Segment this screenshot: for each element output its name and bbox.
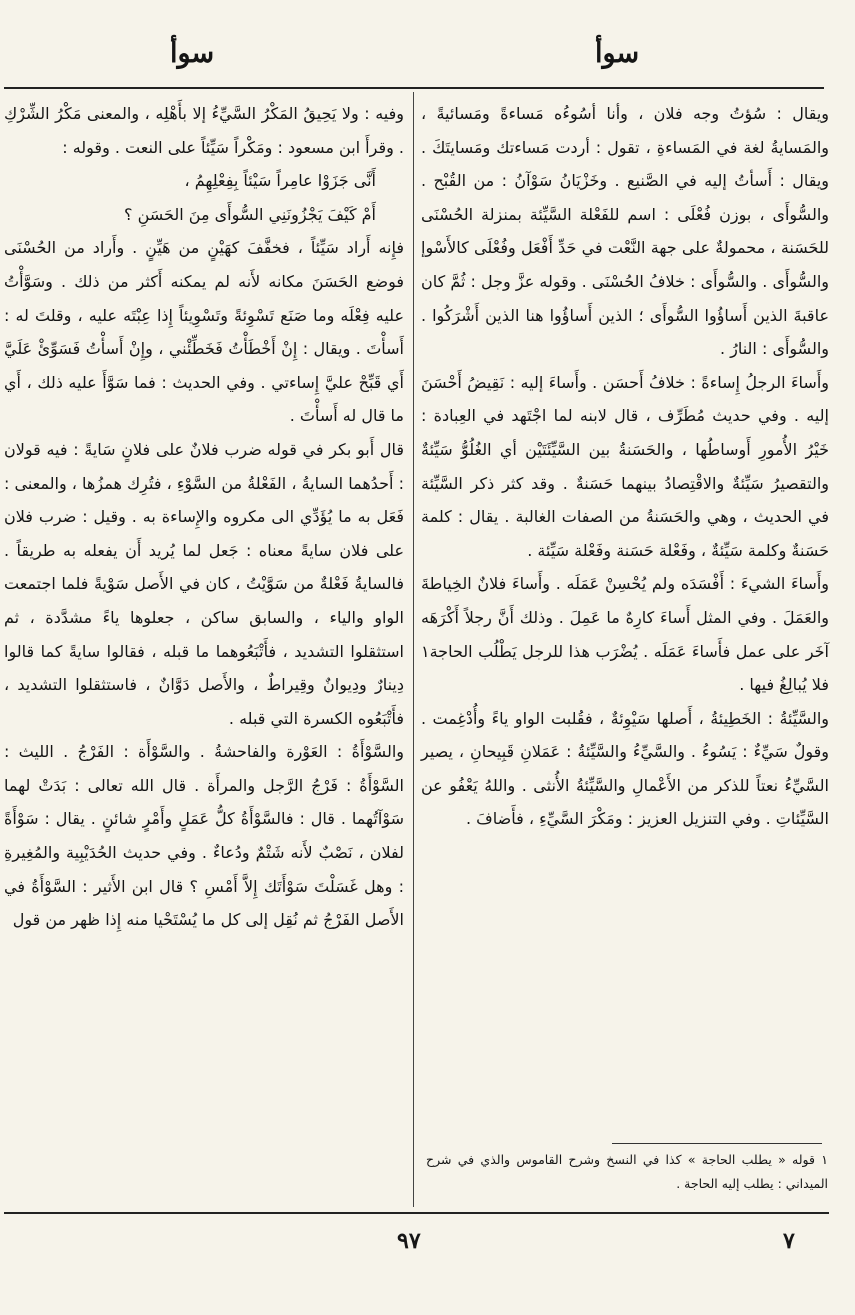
bottom-rule [4, 1212, 829, 1214]
top-rule [4, 87, 824, 89]
right-column [421, 97, 829, 836]
left-paragraph-2: فإِنه أَراد سَيِّئاً ، فخفَّفَ كهَيْنٍ من هَيِّنٍ . وأَراد من الحُسْنَى فوضع الحَسَنَ مكانه لأَنه لم يمكنه أَكثر من ذلك . وسَوَّأْتُ عليه فِعْلَه وما صَنَع تَسْوِئةً وتَسْوِيئاً إِذا عِبْتَه عليه ، وقلتَ له : أَسأْتَ . ويقال : إِنْ أَخْطَأْتُ فَخَطِّئْني ، وإِنْ أَسأْتُ فَسَوِّئْ عَلَيَّ أَي قَبِّحْ عليَّ إِساءتي . وفي الحديث : فما سَوَّأَ عليه ذلك ، أَي ما قال له أَسأْتَ . [4, 238, 404, 426]
right-paragraph-3: وأَساءَ الشيءَ : أَفْسَدَه ولم يُحْسِنْ عَمَلَه . وأَساءَ فلانٌ الخِياطةَ والعَمَلَ . وفي المثل أَساءَ كارِهٌ ما عَمِلَ . وذلك أَنَّ رجلاً أَكْرَهَه آخَر على عمل فأَساءَ عَمَلَه . يُضْرَب هذا للرجل يَطْلُب الحاجة١ فلا يُبالِغُ فيها . [421, 574, 829, 695]
header-word-right: سوأ [595, 38, 640, 69]
page-number-center: ٩٧ [397, 1228, 421, 1254]
header-word-left: سوأ [170, 38, 215, 69]
right-paragraph-4: والسَّيِّئةُ : الخَطِيئةُ ، أَصلها سَيْوِئةٌ ، فقُلبت الواو ياءً وأُدْغِمت . وقولٌ سَيِّءٌ : يَسُوءُ . والسَّيِّءُ والسَّيِّئةُ : عَمَلانِ قَبِيحانِ ، يصير السَّيِّءُ نعتاً للذكر من الأَعْمالِ والسَّيِّئةُ الأُنثى . واللهُ يَعْفُو عن السَّيِّئاتِ . وفي التنزيل العزيز : ومَكْرَ السَّيِّءِ ، فأَضافَ . [421, 708, 829, 829]
footnote-rule [612, 1143, 822, 1144]
right-paragraph-2: وأَساءَ الرجلُ إِساءةً : خلافُ أَحسَن . وأَساءَ إليه : نَقِيضُ أَحْسَنَ إليه . وفي حديث مُطَرِّف ، قال لابنه لما اجْتَهد في العِبادة : خَيْرُ الأُمورِ أَوساطُها ، والحَسَنةُ بين السَّيِّئَتَيْن أي الغُلُوُّ سَيِّئةٌ والتقصيرُ سَيِّئةٌ والاقْتِصادُ بينهما حَسَنةٌ . وقد كثر ذكر السَّيِّئة في الحديث ، وهي والحَسَنةُ من الصفات الغالبة . يقال : كلمة حَسَنةٌ وكلمة سَيِّئةٌ ، وفَعْلة حَسَنة وفَعْلة سَيِّئة . [421, 372, 829, 560]
left-paragraph-1: وفيه : ولا يَحِيقُ المَكْرُ السَّيِّءُ إلا بأَهْلِه ، والمعنى مَكْرُ الشِّرْكِ . وقرأَ ابن مسعود : ومَكْراً سَيِّئاً على النعت . وقوله : [4, 104, 404, 157]
verse-line-2: أَمْ كَيْفَ يَجْزُونَنِي السُّوأَى مِنَ الحَسَنِ ؟ [124, 204, 376, 224]
left-column [4, 97, 404, 937]
verse-line-1: أَنَّى جَزَوْا عامِراً سَيْئاً بِفِعْلِهِمُ ، [184, 171, 376, 191]
column-divider [413, 92, 414, 1207]
left-paragraph-3: قال أَبو بكر في قوله ضرب فلانٌ على فلانٍ سَايةً : فيه قولان : أَحدُهما السايةُ ، الفَعْلةُ من السَّوْءِ ، فتُرِك همزُها ، والمعنى : فَعَل به ما يُؤَدِّي الى مكروه والإِساءة به . وقيل : ضرب فلان على فلان سايةً معناه : جَعل لما يُريد أَن يفعله به طريقاً . فالسايةُ فَعْلةٌ من سَوَّيْتُ ، كان في الأَصل سَوْيةً فلما اجتمعت الواو والياء ، والسابق ساكن ، جعلوها ياءً مشدَّدة ، ثم استثقلوا التشديد ، فأَتْبَعُوهما ما قبله ، فقالوا سايةً كما قالوا دِينارٌ ودِيوانٌ وقِيراطٌ ، والأَصل دَوَّانٌ ، فاستثقلوا التشديد ، فأَتْبَعُوه الكسرة التي قبله . [4, 439, 404, 728]
right-paragraph-1: ويقال : سُؤتُ وجه فلان ، وأنا أسُوءُه مَساءةً ومَسائيةً ، والمَسايةُ لغة في المَساءةِ ، تقول : أردت مَساءتك ومَسايتَكَ . ويقال : أَسأتُ إليه في الصَّنيع . وخَزْيَانُ سَوْآنُ : من القُبْح . والسُّوأَى ، بوزن فُعْلَى : اسم للفَعْلة السَّيِّئة بمنزلة الحُسْنَى للحَسَنة ، محمولةٌ على جهة النَّعْت في حَدِّ أَفْعَل وفُعْلَى كالأَسْوإ والسُّوأَى . والسُّوأَى : خلافُ الحُسْنَى . وقوله عزَّ وجل : ثُمَّ كان عاقبةَ الذين أَساؤُوا السُّوأَى ؛ الذين أَساؤُوا هنا الذين أَشْرَكُوا . والسُّوأَى : النارُ . [421, 104, 829, 359]
page-number-right: ٧ [783, 1228, 795, 1254]
left-paragraph-4: والسَّوْأَةُ : العَوْرة والفاحشةُ . والسَّوْأَة : الفَرْجُ . الليث : السَّوْأَةُ : فَرْجُ الرَّجل والمرأَة . قال الله تعالى : بَدَتْ لهما سَوْآتُهما . قال : فالسَّوْأَةُ كلُّ عَمَلٍ وأَمْرٍ شائنٍ . يقال : سَوْأَةً لفلان ، نَصْبٌ لأَنه شَتْمٌ ودُعاءٌ . وفي حديث الحُدَيْبِية والمُغِيرةِ : وهل غَسَلْتَ سَوْأَتَك إِلاَّ أَمْسِ ؟ قال ابن الأَثير : السَّوْأَةُ في الأَصل الفَرْجُ ثم نُقِل إلى كل ما يُسْتَحْيا منه إِذا ظهر من قول [4, 742, 404, 930]
footnote: ١ قوله « يطلب الحاجة » كذا في النسخ وشرح القاموس والذي في شرح الميداني : يطلب إليه الحاجة . [426, 1152, 828, 1191]
